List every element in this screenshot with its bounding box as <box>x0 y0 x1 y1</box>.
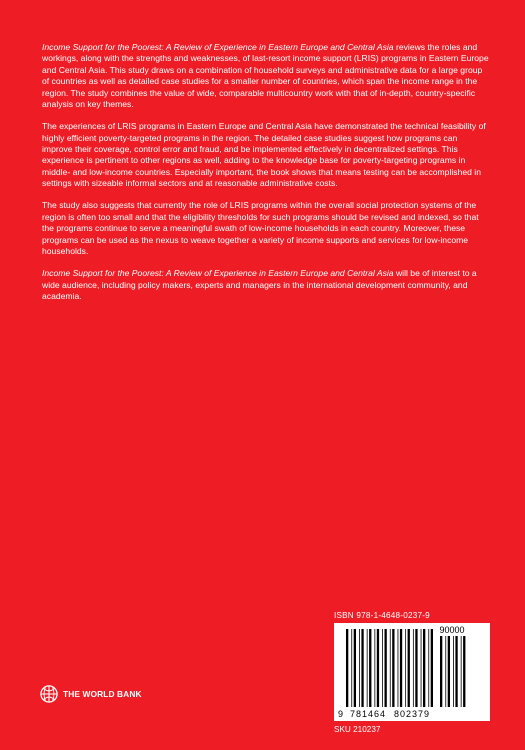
blurb-paragraph-4-text: will be of interest to a wide audience, including policy makers, experts and managers in the international development community, and academia. <box>42 268 477 302</box>
book-title-italic: Income Support for the Poorest: A Review of Experience in Eastern Europe and Central Asia <box>42 42 394 52</box>
blurb-paragraph-2: The experiences of LRIS programs in Eastern Europe and Central Asia have demonstrated the technical feasibility of highly efficient poverty-targeted programs in the region. The detailed case studies suggest how programs can improve their coverage, control error and fraud, and be implemented effectively in decentralized settings. This experience is pertinent to other regions as well, adding to the knowledge base for poverty-targeting programs in middle- and low-income countries. Especially important, the book shows that means testing can be accomplished in settings with sizeable informal sectors and at reasonable administrative costs. <box>42 121 486 189</box>
barcode-bars-addon <box>440 636 465 707</box>
barcode-bar <box>354 629 356 707</box>
sku-number: SKU 210237 <box>334 725 381 734</box>
barcode-digits-left: 781464 <box>349 709 387 719</box>
barcode-bar <box>382 629 383 707</box>
barcode-bar <box>351 629 352 707</box>
barcode-bar <box>423 629 425 707</box>
barcode-digits-right: 802379 <box>393 709 431 719</box>
description-text <box>42 42 489 313</box>
barcode-bar <box>346 629 348 707</box>
isbn-number: ISBN 978-1-4648-0237-9 <box>334 611 430 620</box>
barcode-bar <box>461 636 462 707</box>
barcode-bar <box>421 629 422 707</box>
barcode-bar <box>385 629 387 707</box>
barcode-bar <box>390 629 391 707</box>
barcode-bar <box>431 629 433 707</box>
barcode-bar <box>463 636 465 707</box>
price-code: 90000 <box>439 625 465 635</box>
barcode-bar <box>453 636 454 707</box>
barcode-bar <box>455 636 457 707</box>
barcode-bar <box>408 629 410 707</box>
barcode-bar <box>361 629 363 707</box>
barcode-area <box>334 611 494 735</box>
barcode-bar <box>374 629 375 707</box>
blurb-paragraph-4 <box>42 268 489 302</box>
barcode <box>334 623 490 721</box>
barcode-bar <box>415 629 417 707</box>
barcode-bar <box>398 629 399 707</box>
publisher-name: THE WORLD BANK <box>63 689 142 699</box>
book-title-italic: Income Support for the Poorest: A Review of Experience in Eastern Europe and Central Asia <box>42 268 394 279</box>
world-bank-globe-icon <box>40 685 58 703</box>
barcode-bar <box>400 629 402 707</box>
barcode-bar <box>445 636 446 707</box>
barcode-bar <box>377 629 379 707</box>
barcode-bar <box>428 629 429 707</box>
barcode-bar <box>367 629 368 707</box>
barcode-graphic <box>334 623 490 721</box>
blurb-paragraph-1-text: reviews the roles and workings, along with the strengths and weaknesses, of last-resort income support (LRIS) programs in Eastern Europe and Central Asia. This study draws on a combination of household surveys and administrative data for a large group of countries as well as detailed case studies for a smaller number of countries, which span the income range in the region. The study combines the value of wide, comparable multicountry work with that of in-depth, country-specific analysis on key themes. <box>42 42 489 110</box>
publisher-logo <box>40 685 142 703</box>
barcode-bars-main <box>346 629 433 707</box>
barcode-bar <box>359 629 360 707</box>
barcode-bar <box>405 629 406 707</box>
barcode-bar <box>413 629 414 707</box>
barcode-bar <box>392 629 394 707</box>
barcode-bar <box>440 636 442 707</box>
blurb-paragraph-1 <box>42 42 489 110</box>
blurb-paragraph-3: The study also suggests that currently the role of LRIS programs within the overall social protection systems of the region is often too small and that the eligibility thresholds for such programs should be revised and indexed, so that the programs continue to serve a meaningful swath of low-income households in each country. Moreover, these programs can be used as the nexus to weave together a variety of income supports and services for low-income households. <box>42 200 479 257</box>
barcode-bar <box>448 636 450 707</box>
barcode-digit-first: 9 <box>338 709 344 719</box>
barcode-bar <box>369 629 371 707</box>
